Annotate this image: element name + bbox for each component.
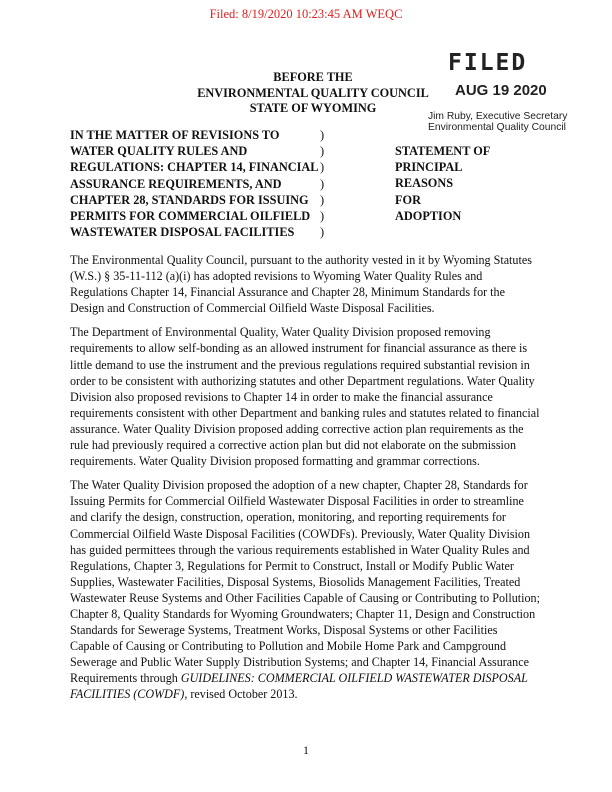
guidelines-title-part-2: FACILITIES (COWDF),: [70, 687, 188, 702]
paragraph-line: The Water Quality Division proposed the adoption of a new chapter, Chapter 28, Standards for: [70, 478, 528, 493]
paragraph-chapter-28: [70, 477, 548, 702]
filed-stamp-date: AUG 19 2020: [455, 82, 547, 99]
caption-line: REGULATIONS: CHAPTER 14, FINANCIAL: [70, 160, 319, 175]
filed-stamp-office: Environmental Quality Council: [428, 122, 566, 133]
paragraph-line: Sewerage and Public Water Supply Distribution Systems; and Chapter 14, Financial Assurance: [70, 655, 529, 670]
paragraph-line: Issuing Permits for Commercial Oilfield Wastewater Disposal Facilities in order to streamline: [70, 494, 524, 509]
page-number: 1: [303, 743, 309, 757]
paragraph-line: Capable of Causing or Contributing to Pollution and Mobile Home Park and Campground: [70, 639, 507, 654]
guidelines-revision: revised October 2013.: [187, 687, 298, 702]
caption-paren: ): [320, 144, 325, 159]
paragraph-line: Design and Construction of Commercial Oilfield Waste Disposal Facilities.: [70, 301, 435, 316]
paragraph-line: requirements to allow self-bonding as an allowed instrument for financial assurance as there is: [70, 341, 528, 356]
caption-line: WASTEWATER DISPOSAL FACILITIES: [70, 225, 295, 240]
paragraph-line: The Department of Environmental Quality, Water Quality Division proposed removing: [70, 325, 491, 340]
caption-paren: ): [320, 176, 325, 191]
caption-paren: ): [320, 128, 325, 142]
paragraph-line: Commercial Oilfield Waste Disposal Facilities (COWDFs). Previously, Water Quality Division: [70, 526, 531, 541]
filing-timestamp-header: Filed: 8/19/2020 10:23:45 AM WEQC: [209, 7, 403, 21]
caption-paren: ): [320, 192, 325, 207]
caption-line: WATER QUALITY RULES AND: [70, 144, 248, 159]
caption-line: ASSURANCE REQUIREMENTS, AND: [70, 176, 282, 191]
paragraph-line: has guided permittees through the various requirements established in Water Quality Rules and: [70, 542, 530, 557]
paragraph-line: little demand to use the instrument and the previous regulations required substantial revision in: [70, 357, 530, 372]
paragraph-line: Wastewater Reuse Systems and Other Facilities Capable of Causing or Contributing to Pollution;: [70, 590, 540, 605]
paragraph-line: Supplies, Wastewater Facilities, Disposal Systems, Biosolids Management Facilities, Treated: [70, 574, 521, 589]
paragraph-line: order to be consistent with authorizing statutes and other Department regulations. Water Quality: [70, 373, 535, 388]
caption-line: PERMITS FOR COMMERCIAL OILFIELD: [70, 209, 311, 224]
council-heading: [168, 70, 458, 117]
paragraph-line: (W.S.) § 35-11-112 (a)(i) has adopted revisions to Wyoming Water Quality Rules and: [70, 269, 483, 284]
statement-line: FOR: [395, 192, 421, 207]
paragraph-authority: [70, 252, 548, 316]
paragraph-line: requirements consistent with other Department and banking rules and statutes related to financial: [70, 405, 540, 420]
caption-line: CHAPTER 28, STANDARDS FOR ISSUING: [70, 192, 309, 207]
caption-paren: ): [320, 209, 325, 224]
heading-line-2: ENVIRONMENTAL QUALITY COUNCIL: [197, 85, 429, 100]
paragraph-line: Regulations Chapter 14, Financial Assurance and Chapter 28, Minimum Standards for the: [70, 285, 505, 300]
paragraph-line: assurance. Water Quality Division proposed adding corrective action plan requirements as the: [70, 421, 524, 436]
statement-title: [395, 143, 515, 224]
caption-paren: ): [320, 225, 325, 240]
heading-line-1: BEFORE THE: [273, 70, 353, 84]
paragraph-chapter-14: [70, 324, 548, 469]
guidelines-title-part-1: GUIDELINES: COMMERCIAL OILFIELD WASTEWATER DISPOSAL: [180, 671, 528, 686]
filed-stamp-signer: Jim Ruby, Executive Secretary: [428, 111, 568, 122]
paragraph-line: [70, 686, 548, 702]
paragraph-line: Division also proposed revisions to Chapter 14 in order to make the financial assurance: [70, 389, 493, 404]
paragraph-line: Standards for Sewerage Systems, Treatment Works, Disposal Systems or other Facilities: [70, 623, 498, 638]
paragraph-line: rule had previously required a corrective action plan but did not elaborate on the submission: [70, 438, 516, 453]
paragraph-line: requirements. Water Quality Division proposed formatting and grammar corrections.: [70, 454, 480, 469]
caption-line: IN THE MATTER OF REVISIONS TO: [70, 128, 280, 142]
paragraph-line: and clarify the design, construction, operation, monitoring, and reporting requirements for: [70, 510, 506, 525]
guidelines-prefix: Requirements through: [70, 671, 181, 686]
paragraph-line: Regulations, Chapter 3, Regulations for Permit to Construct, Install or Modify Public Water: [70, 558, 514, 573]
caption-paren: ): [320, 160, 325, 175]
filed-stamp-title: FILED: [448, 50, 528, 76]
paragraph-line: The Environmental Quality Council, pursuant to the authority vested in it by Wyoming Statutes: [70, 253, 532, 267]
statement-line: ADOPTION: [395, 208, 462, 223]
paragraph-line: [70, 670, 548, 686]
document-body: [70, 252, 548, 711]
statement-line: REASONS: [395, 176, 454, 191]
heading-line-3: STATE OF WYOMING: [249, 101, 377, 115]
paragraph-line: Chapter 8, Quality Standards for Wyoming Groundwaters; Chapter 11, Design and Construction: [70, 606, 536, 621]
case-caption: [70, 127, 319, 240]
statement-line: PRINCIPAL: [395, 160, 463, 175]
statement-line: STATEMENT OF: [395, 144, 491, 158]
caption-parentheses: [320, 127, 330, 240]
